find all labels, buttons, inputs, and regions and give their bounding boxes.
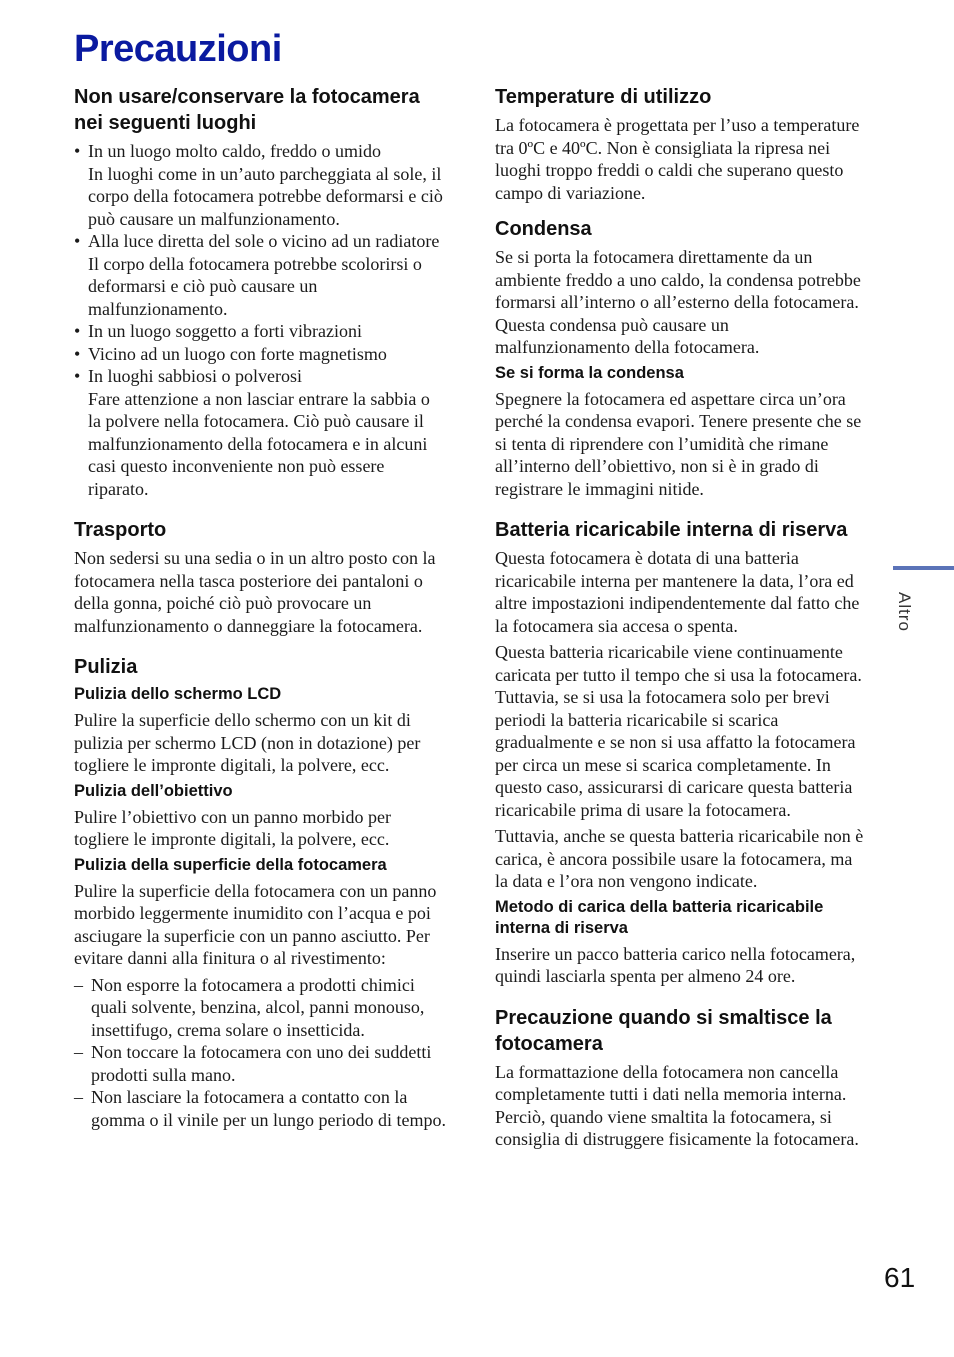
list-item bbox=[74, 974, 446, 1042]
paragraph-condensa: Se si porta la fotocamera direttamente da un ambiente freddo a uno caldo, la condensa potrebbe formarsi all’interno o all’esterno della fotocamera. Questa condensa può causare un malfunzionamento della fotocamera. bbox=[495, 247, 861, 357]
page-number: 61 bbox=[884, 1262, 916, 1293]
subheading-carica: Metodo di carica della batteria ricaricabile interna di riserva bbox=[495, 897, 824, 937]
section-heading-smaltimento: Precauzione quando si smaltisce la fotocamera bbox=[495, 1006, 832, 1055]
bullet-mark: • bbox=[74, 321, 81, 341]
list-item-text: Alla luce diretta del sole o vicino ad un radiatore bbox=[88, 231, 440, 251]
list-item-detail: Fare attenzione a non lasciar entrare la sabbia o la polvere nella fotocamera. Ciò può causare il malfunzionamento della fotocamera e in alcuni casi questo inconveniente non può essere riparato. bbox=[88, 388, 430, 499]
list-item bbox=[74, 365, 446, 500]
paragraph-batteria-1: Questa fotocamera è dotata di una batteria ricaricabile interna per mantenere la data, l’ora ed altre impostazioni indipendentemente dal fatto che la fotocamera sia accesa o spenta. bbox=[495, 548, 860, 636]
list-item-text: In luoghi sabbiosi o polverosi bbox=[88, 366, 302, 386]
list-item bbox=[74, 1041, 446, 1086]
list-item bbox=[74, 230, 446, 320]
section-heading-temperature: Temperature di utilizzo bbox=[495, 86, 712, 108]
subheading-obiettivo: Pulizia dell’obiettivo bbox=[74, 781, 233, 800]
bullet-mark: • bbox=[74, 141, 81, 161]
dash-mark: – bbox=[74, 974, 83, 995]
list-item-text: In un luogo soggetto a forti vibrazioni bbox=[88, 321, 362, 341]
right-column bbox=[495, 84, 867, 1151]
list-item bbox=[74, 343, 446, 366]
paragraph-superficie: Pulire la superficie della fotocamera con un panno morbido leggermente inumidito con l’acqua e poi asciugare la superficie con un panno asciutto. Per evitare danni alla finitura o al rivestimento: bbox=[74, 880, 437, 968]
paragraph-obiettivo: Pulire l’obiettivo con un panno morbido per togliere le impronte digitali, la polvere, ecc. bbox=[74, 806, 391, 849]
subheading-lcd: Pulizia dello schermo LCD bbox=[74, 685, 282, 703]
bullet-mark: • bbox=[74, 231, 81, 251]
dash-list-pulizia bbox=[74, 974, 446, 1132]
section-heading-luoghi: Non usare/conservare la fotocamera nei seguenti luoghi bbox=[74, 86, 420, 134]
bullet-mark: • bbox=[74, 366, 81, 386]
section-heading-batteria: Batteria ricaricabile interna di riserva bbox=[495, 519, 848, 541]
section-heading-trasporto: Trasporto bbox=[74, 519, 167, 541]
paragraph-condensa-rimedio: Spegnere la fotocamera ed aspettare circa un’ora perché la condensa evapori. Tenere presente che se si tenta di riprendere con l’umidità che rimane all’interno dell’obiettivo, non si è in grado di registrare le immagini nitide. bbox=[495, 388, 862, 499]
subheading-superficie: Pulizia della superficie della fotocamera bbox=[74, 855, 387, 874]
section-tab-label[interactable]: Altro bbox=[895, 592, 914, 632]
paragraph-temperature: La fotocamera è progettata per l’uso a temperature tra 0ºC e 40ºC. Non è consigliata la ripresa nei luoghi troppo freddi o caldi che superano questo campo di variazione. bbox=[495, 115, 860, 203]
list-item-text: Non lasciare la fotocamera a contatto con la gomma o il vinile per un lungo periodo di tempo. bbox=[91, 1087, 446, 1130]
bullet-list-luoghi bbox=[74, 140, 446, 500]
list-item-detail: In luoghi come in un’auto parcheggiata al sole, il corpo della fotocamera potrebbe deformarsi e ciò può causare un malfunzionamento. bbox=[88, 163, 443, 229]
list-item-text: Non toccare la fotocamera con uno dei suddetti prodotti sulla mano. bbox=[91, 1042, 432, 1085]
section-tab-marker bbox=[893, 566, 954, 570]
list-item bbox=[74, 140, 446, 230]
paragraph-smaltimento: La formattazione della fotocamera non cancella completamente tutti i dati nella memoria interna. Perciò, quando viene smaltita la fotocamera, si consiglia di distruggere fisicamente la fotocamera. bbox=[495, 1061, 859, 1149]
dash-mark: – bbox=[74, 1042, 83, 1062]
paragraph-lcd: Pulire la superficie dello schermo con un kit di pulizia per schermo LCD (non in dotazione) per togliere le impronte digitali, la polvere, ecc. bbox=[74, 710, 421, 775]
list-item bbox=[74, 320, 446, 343]
paragraph-carica: Inserire un pacco batteria carico nella fotocamera, quindi lasciarla spenta per almeno 24 ore. bbox=[495, 943, 856, 986]
paragraph-trasporto: Non sedersi su una sedia o in un altro posto con la fotocamera nella tasca posteriore dei pantaloni o della gonna, poiché ciò può provocare un malfunzionamento o danneggiare la fotocamera. bbox=[74, 548, 436, 636]
subheading-condensa: Se si forma la condensa bbox=[495, 363, 684, 382]
page-title: Precauzioni bbox=[74, 28, 282, 70]
list-item-text: Vicino ad un luogo con forte magnetismo bbox=[88, 343, 387, 364]
dash-mark: – bbox=[74, 1087, 83, 1107]
left-column bbox=[74, 84, 446, 1131]
list-item-text: In un luogo molto caldo, freddo o umido bbox=[88, 141, 381, 161]
paragraph-batteria-2: Questa batteria ricaricabile viene continuamente caricata per tutto il tempo che si usa la fotocamera. Tuttavia, se si usa la fotocamera solo per brevi periodi la batteria ricaricabile si scarica gradualmente e se non si usa affatto la fotocamera per circa un mese si scarica completamente. In questo caso, assicurarsi di caricare questa batteria ricaricabile prima di usare la fotocamera. bbox=[495, 642, 862, 820]
section-heading-condensa: Condensa bbox=[495, 218, 592, 240]
list-item-text: Non esporre la fotocamera a prodotti chimici quali solvente, benzina, alcol, panni monouso, insettifugo, crema solare o insetticida. bbox=[91, 974, 425, 1040]
paragraph-batteria-3: Tuttavia, anche se questa batteria ricaricabile non è carica, è ancora possibile usare la fotocamera, ma la data e l’ora non vengono indicate. bbox=[495, 826, 864, 891]
bullet-mark: • bbox=[74, 343, 81, 364]
section-heading-pulizia: Pulizia bbox=[74, 656, 138, 678]
list-item-detail: Il corpo della fotocamera potrebbe scolorirsi o deformarsi e ciò può causare un malfunzionamento. bbox=[88, 253, 422, 319]
list-item bbox=[74, 1086, 446, 1131]
